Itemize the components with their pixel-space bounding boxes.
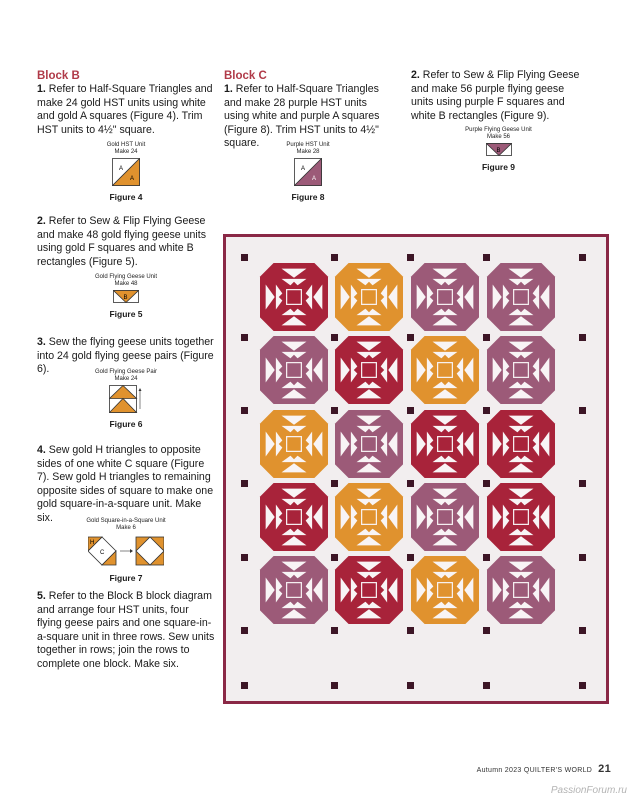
watermark: PassionForum.ru [550,785,627,796]
quilt-cornerstone [241,334,248,341]
figure-7-count: Make 6 [116,525,136,531]
figure-5 [37,274,215,319]
quilt-cornerstone [483,480,490,487]
figure-7-label: Figure 7 [109,573,143,583]
gold-square-in-square-diagram [88,535,164,567]
quilt-block [335,336,403,404]
figure-6-label: Figure 6 [109,419,143,429]
block-b-step-2: 2. Refer to Sew & Flip Flying Geese and make 48 gold flying geese units using gold F squares and white B rectangles (Figure 5). [37,215,207,268]
block-c-column [224,69,392,151]
figure-9-label: Figure 9 [481,162,516,172]
block-b-step-4: 4. Sew gold H triangles to opposite sides of one white C square (Figure 7). Sew gold H triangles to remaining opposite sides of square to make one gold square-in-a-square unit. Make six. [37,444,214,524]
block-c-heading: Block C [224,70,267,82]
figure-5-caption: Gold Flying Geese Unit [94,274,158,280]
figure-4-caption: Gold HST Unit [106,142,146,148]
figure-9-letter-b: B [496,148,501,154]
quilt-block [260,263,328,331]
block-b-step-1: 1. Refer to Half-Square Triangles and make 24 gold HST units using white and gold A squares (Figure 4). Trim HST units to 4½" square. [37,83,213,136]
figure-4-letter-a: A [119,166,124,172]
figure-6 [37,369,215,429]
quilt-block [411,483,479,551]
quilt-cornerstone [241,554,248,561]
gold-hst-unit-diagram [112,158,140,186]
quilt-block [260,556,328,624]
figure-7 [37,518,215,583]
figure-7-letter-h: H [90,540,95,546]
quilt-block [335,263,403,331]
quilt-cornerstone [407,334,414,341]
quilt-cornerstone [483,627,490,634]
block-b-step-2-wrap [37,215,215,269]
block-b-heading: Block B [37,70,80,82]
page-footer [477,763,611,775]
block-b-step-3: 3. Sew the flying geese units together into 24 gold flying geese pairs (Figure 6). [37,336,214,376]
gold-flying-geese-pair-diagram [109,385,143,413]
svg-text:A: A [130,176,135,182]
figure-4-count: Make 24 [114,149,138,155]
quilt-block [260,483,328,551]
quilt-cornerstone [241,407,248,414]
block-c-step-1: 1. Refer to Half-Square Triangles and make 28 purple HST units using white and purple A squares (Figure 8). Trim HST units to 4½" square. [224,83,380,150]
figure-7-caption: Gold Square-in-a-Square Unit [86,518,166,524]
quilt-cornerstone [241,627,248,634]
quilt-block [335,556,403,624]
figure-8-letter-a: A [301,166,306,172]
block-b-step-5: 5. Refer to the Block B block diagram and arrange four HST units, four flying geese pairs and one square-in-a-square unit in three rows. Sew units together in rows; join the rows to complete one block. Make six. [37,590,215,670]
figure-8 [224,142,392,202]
quilt-block [411,336,479,404]
quilt-cornerstone [407,682,414,689]
quilt-block [260,410,328,478]
quilt-block [411,556,479,624]
quilt-block [487,483,555,551]
figure-4-label: Figure 4 [109,192,143,202]
figure-5-count: Make 48 [114,281,138,287]
figure-9-count: Make 56 [486,134,510,140]
quilt-block [487,556,555,624]
purple-hst-unit-diagram [294,158,322,186]
quilt-block [411,263,479,331]
quilt-cornerstone [331,254,338,261]
figure-9 [411,127,586,172]
quilt-block [487,263,555,331]
figure-9-caption: Purple Flying Geese Unit [465,127,532,133]
quilt-cornerstone [483,554,490,561]
quilt-cornerstone [579,682,586,689]
quilt-cornerstone [483,407,490,414]
purple-flying-geese-diagram [486,143,512,156]
gold-flying-geese-diagram [113,290,139,303]
page-number: 21 [598,763,611,775]
figure-6-caption: Gold Flying Geese Pair [94,369,158,375]
block-b-step-5-wrap [37,590,215,672]
quilt-cornerstone [331,554,338,561]
quilt-cornerstone [407,407,414,414]
figure-8-label: Figure 8 [291,192,325,202]
figure-8-caption: Purple HST Unit [286,142,330,148]
quilt-block [335,410,403,478]
quilt-cornerstone [407,627,414,634]
block-c-step-2-wrap [411,69,589,123]
quilt-cornerstone [483,682,490,689]
quilt-block [487,336,555,404]
quilt-cornerstone [241,480,248,487]
quilt-cornerstone [483,334,490,341]
figure-5-letter-b: B [123,295,128,301]
quilt-block [260,336,328,404]
quilt-cornerstone [407,254,414,261]
quilt-cornerstone [579,554,586,561]
quilt-photo [223,234,609,704]
quilt-cornerstone [241,682,248,689]
figure-6-count: Make 24 [114,376,138,382]
quilt-cornerstone [483,254,490,261]
quilt-block [487,410,555,478]
issue-label: Autumn 2023 QUILTER'S WORLD [476,767,593,774]
quilt-cornerstone [331,407,338,414]
quilt-cornerstone [579,480,586,487]
quilt-cornerstone [331,480,338,487]
figure-5-label: Figure 5 [109,309,143,319]
block-c-step-2: 2. Refer to Sew & Flip Flying Geese and make 56 purple flying geese units using purple F squares and white B rectangles (Figure 9). [411,69,580,122]
quilt-cornerstone [331,627,338,634]
quilt-cornerstone [407,480,414,487]
block-b-column [37,69,215,137]
figure-8-count: Make 28 [296,149,320,155]
figure-7-letter-c: C [100,550,105,556]
figure-4 [37,142,215,202]
quilt-cornerstone [579,407,586,414]
quilt-cornerstone [407,554,414,561]
quilt-cornerstone [579,334,586,341]
svg-text:A: A [312,176,317,182]
quilt-cornerstone [331,682,338,689]
quilt-block [335,483,403,551]
block-b-step-4-wrap [37,444,215,526]
quilt-cornerstone [241,254,248,261]
quilt-cornerstone [579,254,586,261]
quilt-cornerstone [331,334,338,341]
quilt-cornerstone [579,627,586,634]
quilt-block [411,410,479,478]
